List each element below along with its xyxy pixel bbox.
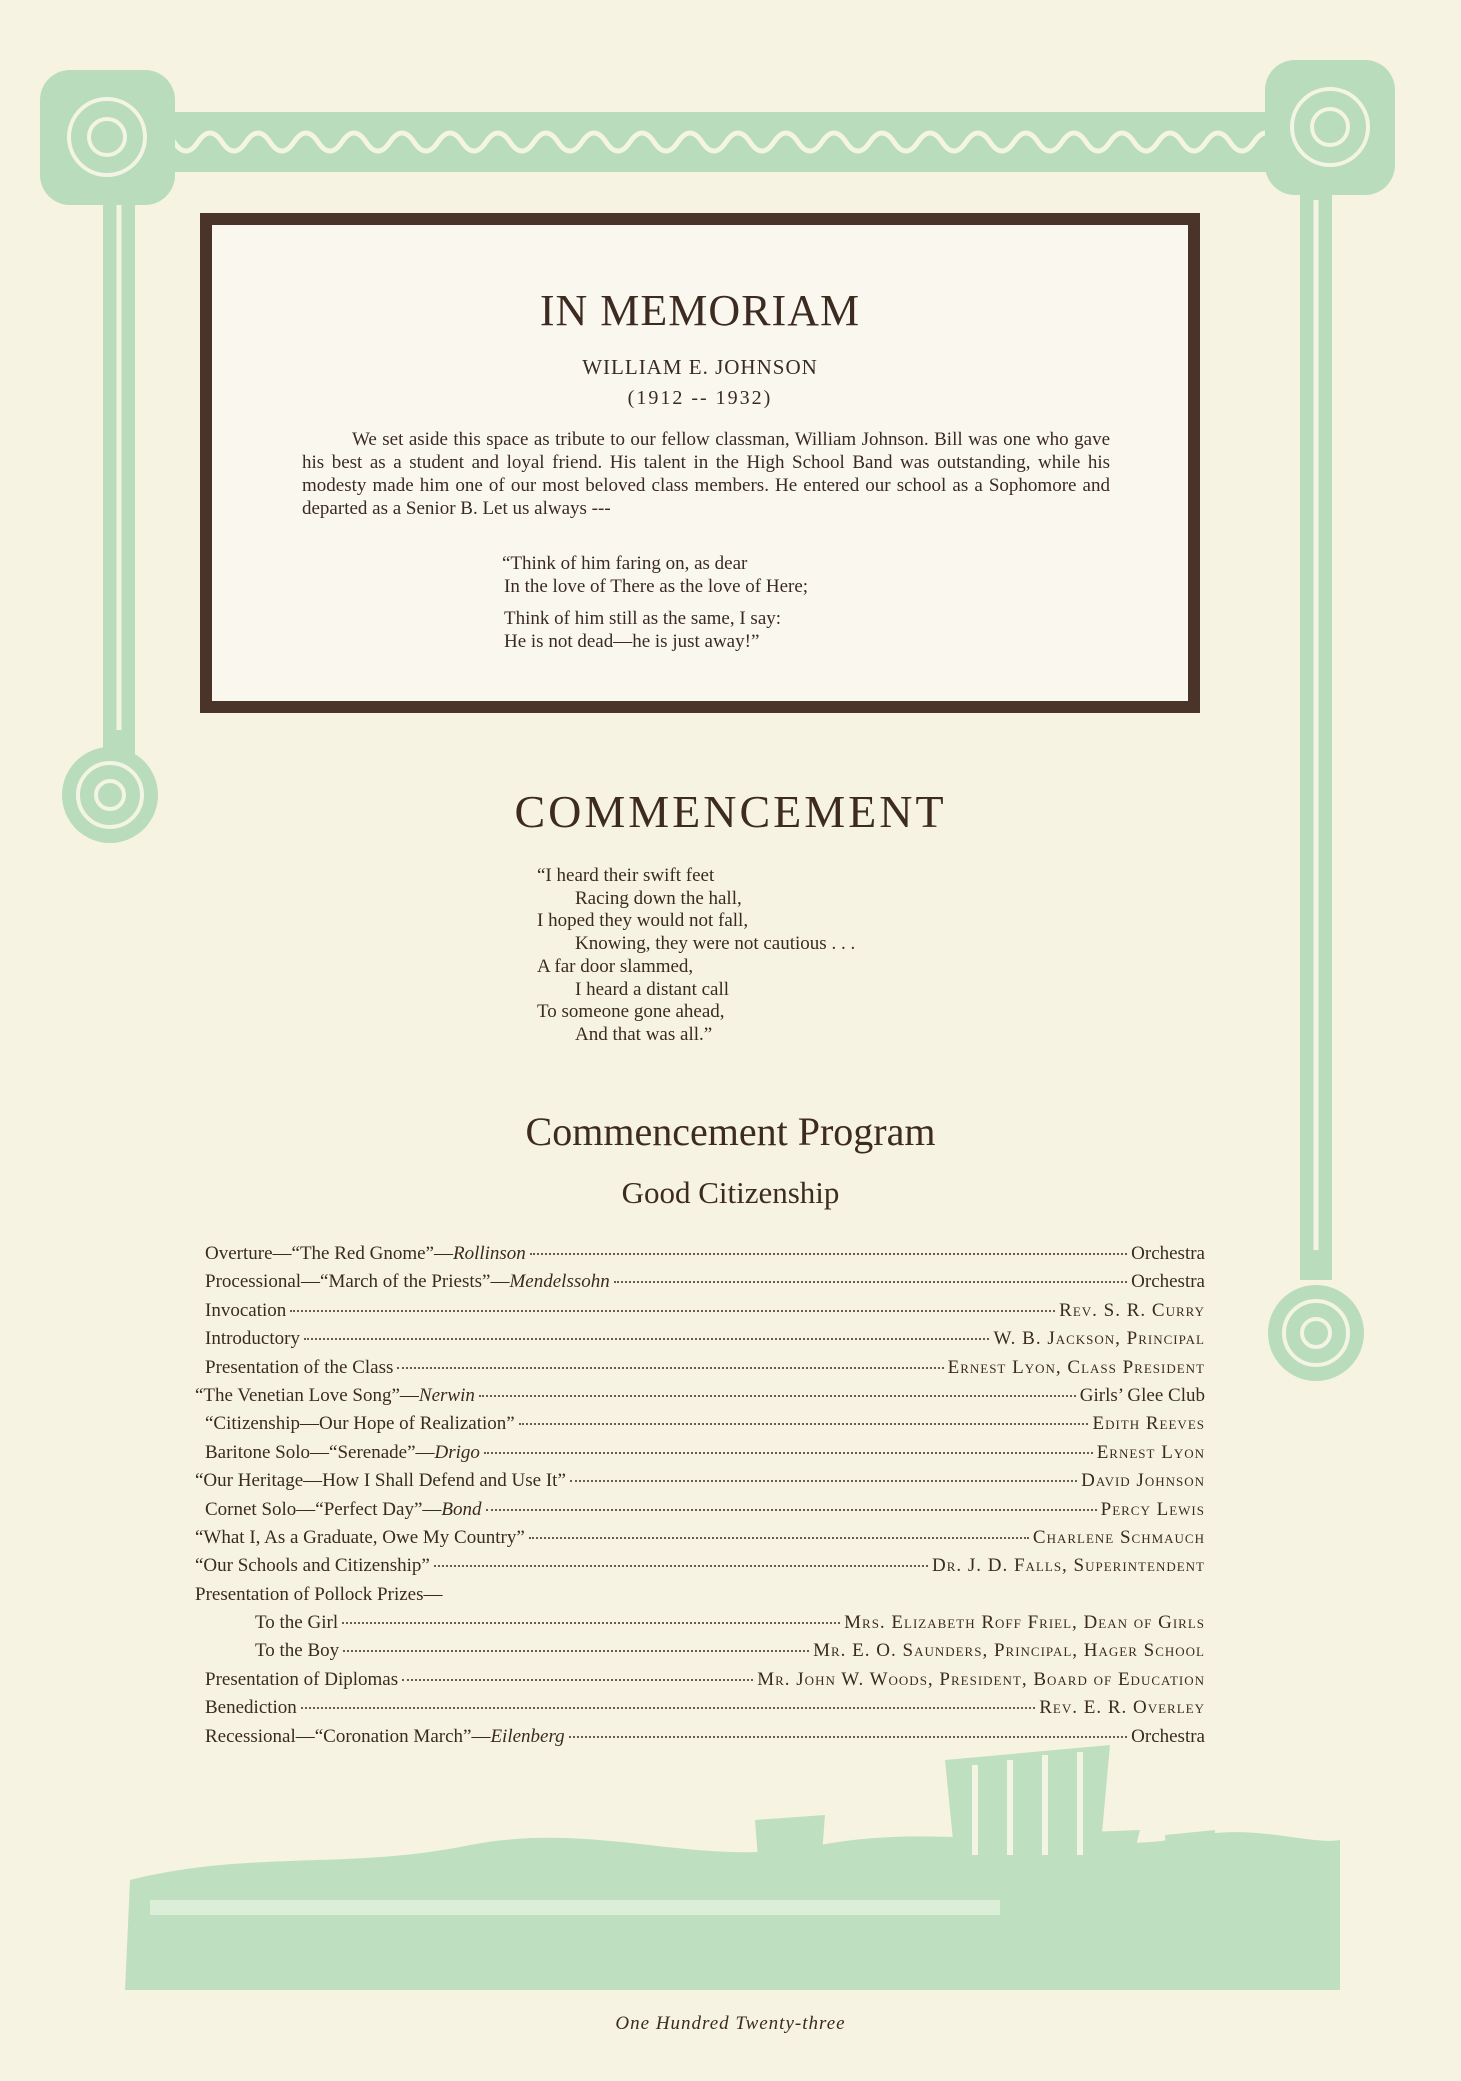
program-item-title [205,1442,480,1464]
memoriam-verse [502,552,808,662]
program-item-text: Presentation of the Class [205,1356,394,1378]
program-item-title [195,1527,525,1549]
program-item-text: “Citizenship—Our Hope of Realization” [205,1413,515,1435]
dot-leader [614,1281,1127,1283]
program-item-text: Recessional—“Coronation March”— [205,1725,491,1747]
verse-line: He is not dead—he is just away!” [504,631,760,652]
program-item-title [195,1385,475,1407]
dot-leader [434,1565,928,1567]
dot-leader [570,1480,1077,1482]
program-item-performer: Ernest Lyon [1096,1441,1205,1463]
program-row [205,1442,1205,1470]
program-row [205,1726,1205,1754]
poem-line: I heard a distant call [575,978,730,1000]
poem-line: I hoped they would not fall, [537,910,749,932]
program-row [205,1413,1205,1441]
program-item-title [195,1470,566,1492]
program-item-title [195,1584,443,1606]
program-row [205,1357,1205,1385]
commencement-poem [537,865,855,1047]
program-item-performer: Orchestra [1131,1243,1205,1264]
program-item-text: Cornet Solo—“Perfect Day”— [205,1498,442,1520]
memoriam-frame [200,213,1200,713]
program-item-text: To the Boy [255,1640,340,1662]
program-item-performer: Orchestra [1131,1725,1205,1747]
program-item-composer: Nerwin [418,1384,475,1406]
program-item-performer: Orchestra [1131,1271,1205,1293]
program-item-performer: Charlene Schmauch [1032,1526,1205,1548]
program-row [205,1640,1205,1668]
verse-line: Think of him still as the same, I say: [504,608,782,629]
program-item-title [205,1328,300,1350]
dot-leader [397,1367,943,1369]
program-item-title [205,1300,286,1322]
page-number: One Hundred Twenty-three [615,2013,846,2034]
program-item-text: “Our Schools and Citizenship” [195,1555,430,1577]
program-item-text: Invocation [205,1299,287,1321]
poem-line: And that was all.” [575,1023,713,1045]
program-row [205,1499,1205,1527]
program-item-performer: Mr. E. O. Saunders, Principal, Hager School [813,1640,1205,1662]
program-row [195,1584,1205,1612]
program-item-title [205,1612,338,1634]
program-item-performer: Rev. S. R. Curry [1059,1299,1205,1321]
program-list [195,1243,1205,1754]
program-item-text: Presentation of Diplomas [205,1668,399,1690]
memoriam-years: (1912 -- 1932) [627,387,773,409]
memoriam-tribute-text: We set aside this space as tribute to our fellow classman, William Johnson. Bill was one who gave his best as a student and loyal friend. His talent in the High School Band was outstanding, while his modesty made him one of our most beloved class members. He entered our school as a Sophomore and departed as a Senior B. Let us always --- [302,429,1110,519]
dot-leader [290,1310,1055,1312]
program-row [205,1243,1205,1271]
dot-leader [530,1253,1127,1255]
program-item-text: Benediction [205,1697,297,1719]
program-item-text: Introductory [205,1328,300,1350]
dot-leader [529,1537,1029,1539]
dot-leader [479,1395,1076,1397]
program-row [205,1328,1205,1356]
program-item-text: “What I, As a Graduate, Owe My Country” [195,1526,525,1548]
program-item-title [205,1697,297,1719]
program-item-performer: Rev. E. R. Overley [1039,1697,1205,1719]
dot-leader [402,1679,753,1681]
program-row [205,1271,1205,1299]
program-item-performer: David Johnson [1081,1470,1205,1492]
program-row [205,1697,1205,1725]
program-item-title [205,1357,393,1379]
program-item-text: Baritone Solo—“Serenade”— [205,1441,435,1463]
program-subtitle: Good Citizenship [621,1175,840,1210]
memoriam-name: WILLIAM E. JOHNSON [582,355,818,379]
dot-leader [342,1622,840,1624]
program-item-title [205,1669,398,1691]
dot-leader [301,1707,1035,1709]
program-item-title [205,1243,526,1265]
program-item-composer: Rollinson [452,1243,526,1264]
poem-line: “I heard their swift feet [537,865,715,886]
program-row [195,1470,1205,1498]
program-item-performer: Ernest Lyon, Class President [947,1356,1205,1378]
program-item-performer: W. B. Jackson, Principal [993,1328,1205,1350]
program-item-text: Overture—“The Red Gnome”— [205,1243,453,1264]
verse-line: “Think of him faring on, as dear [502,553,748,574]
program-item-title [205,1640,339,1662]
dot-leader [569,1736,1127,1738]
poem-line: A far door slammed, [537,955,694,977]
program-item-title [205,1271,610,1293]
program-item-performer: Mrs. Elizabeth Roff Friel, Dean of Girls [844,1612,1205,1634]
program-item-composer: Bond [441,1498,482,1520]
poem-line: To someone gone ahead, [537,1001,725,1023]
program-row [195,1555,1205,1583]
program-item-performer: Edith Reeves [1092,1413,1205,1435]
program-item-composer: Drigo [434,1441,480,1463]
memoriam-title: IN MEMORIAM [539,286,861,335]
program-item-composer: Mendelssohn [509,1271,610,1293]
program-item-title [205,1499,482,1521]
verse-line: In the love of There as the love of Here; [504,576,809,597]
poem-line: Knowing, they were not cautious . . . [575,933,856,955]
poem-line: Racing down the hall, [575,887,742,909]
program-title: Commencement Program [525,1109,936,1154]
program-row [205,1669,1205,1697]
program-item-performer: Mr. John W. Woods, President, Board of Education [757,1668,1205,1690]
program-row [205,1612,1205,1640]
program-item-performer: Percy Lewis [1100,1498,1205,1520]
dot-leader [486,1509,1097,1511]
program-row [195,1385,1205,1413]
dot-leader [304,1338,989,1340]
program-item-title [205,1726,565,1748]
dot-leader [343,1650,809,1652]
dot-leader [519,1423,1089,1425]
program-item-composer: Eilenberg [490,1725,565,1747]
program-item-performer: Dr. J. D. Falls, Superintendent [931,1555,1205,1577]
program-item-text: Presentation of Pollock Prizes— [195,1583,443,1605]
program-item-text: To the Girl [255,1612,339,1634]
program-item-title [195,1555,430,1577]
program-item-title [205,1413,515,1435]
program-item-text: “The Venetian Love Song”— [195,1384,419,1406]
program-item-performer: Girls’ Glee Club [1079,1384,1205,1406]
program-row [195,1527,1205,1555]
program-row [205,1300,1205,1328]
program-item-text: “Our Heritage—How I Shall Defend and Use It” [195,1470,566,1492]
dot-leader [484,1452,1093,1454]
commencement-title: COMMENCEMENT [514,786,947,837]
program-item-text: Processional—“March of the Priests”— [205,1271,510,1293]
